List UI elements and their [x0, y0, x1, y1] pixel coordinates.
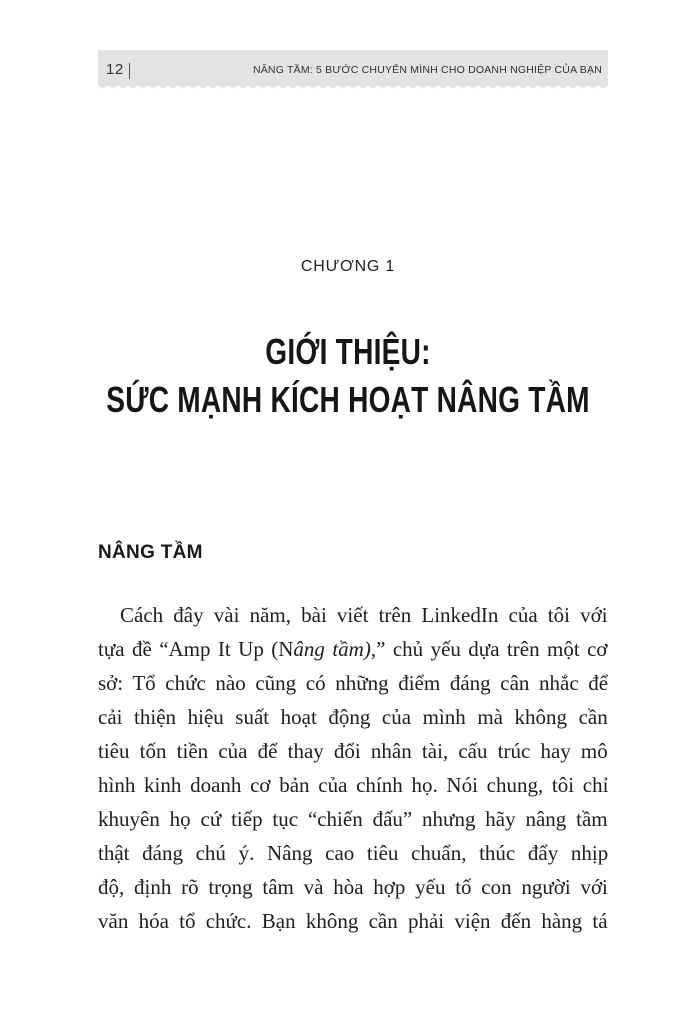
paragraph-line: hình kinh doanh cơ bản của chính họ. Nói chung, tôi chỉ — [98, 773, 608, 797]
paragraph-line-part: tựa đề “Amp It Up (N — [98, 637, 294, 661]
paragraph-line: Cách đây vài năm, bài viết trên LinkedIn của tôi với — [120, 603, 608, 627]
paragraph-line: độ, định rõ trọng tâm và hòa hợp yếu tố con người với — [98, 875, 608, 899]
header-divider — [129, 63, 130, 79]
chapter-title — [77, 328, 620, 424]
paragraph-line: sở: Tổ chức nào cũng có những điểm đáng cân nhắc để — [98, 671, 608, 695]
chapter-title-line-2: SỨC MẠNH KÍCH HOẠT NÂNG TẦM — [106, 379, 590, 420]
section-heading: NÂNG TẦM — [98, 542, 203, 563]
book-title-italic: âng tầm), — [293, 637, 377, 661]
running-header — [98, 50, 608, 86]
chapter-label: CHƯƠNG 1 — [300, 258, 396, 275]
paragraph-line: thật đáng chú ý. Nâng cao tiêu chuẩn, thúc đẩy nhịp — [98, 841, 608, 865]
paragraph-line — [98, 632, 608, 666]
paragraph-line: cải thiện hiệu suất hoạt động của mình mà không cần — [98, 705, 608, 729]
running-title: NÂNG TẦM: 5 BƯỚC CHUYỂN MÌNH CHO DOANH NGHIỆP CỦA BẠN — [252, 64, 602, 76]
paragraph-line: tiêu tốn tiền của để thay đổi nhân tài, cấu trúc hay mô — [98, 739, 608, 763]
chapter-title-line-1: GIỚI THIỆU: — [265, 331, 431, 372]
paragraph-line-part: ” chủ yếu dựa trên một cơ — [376, 637, 608, 661]
body-paragraph — [98, 598, 608, 938]
paragraph-line: khuyên họ cứ tiếp tục “chiến đấu” nhưng hãy nâng tầm — [98, 807, 608, 831]
page-number: 12 — [106, 61, 124, 78]
paragraph-line: văn hóa tổ chức. Bạn không cần phải viện đến hàng tá — [98, 909, 608, 933]
header-zigzag-edge — [98, 85, 608, 90]
